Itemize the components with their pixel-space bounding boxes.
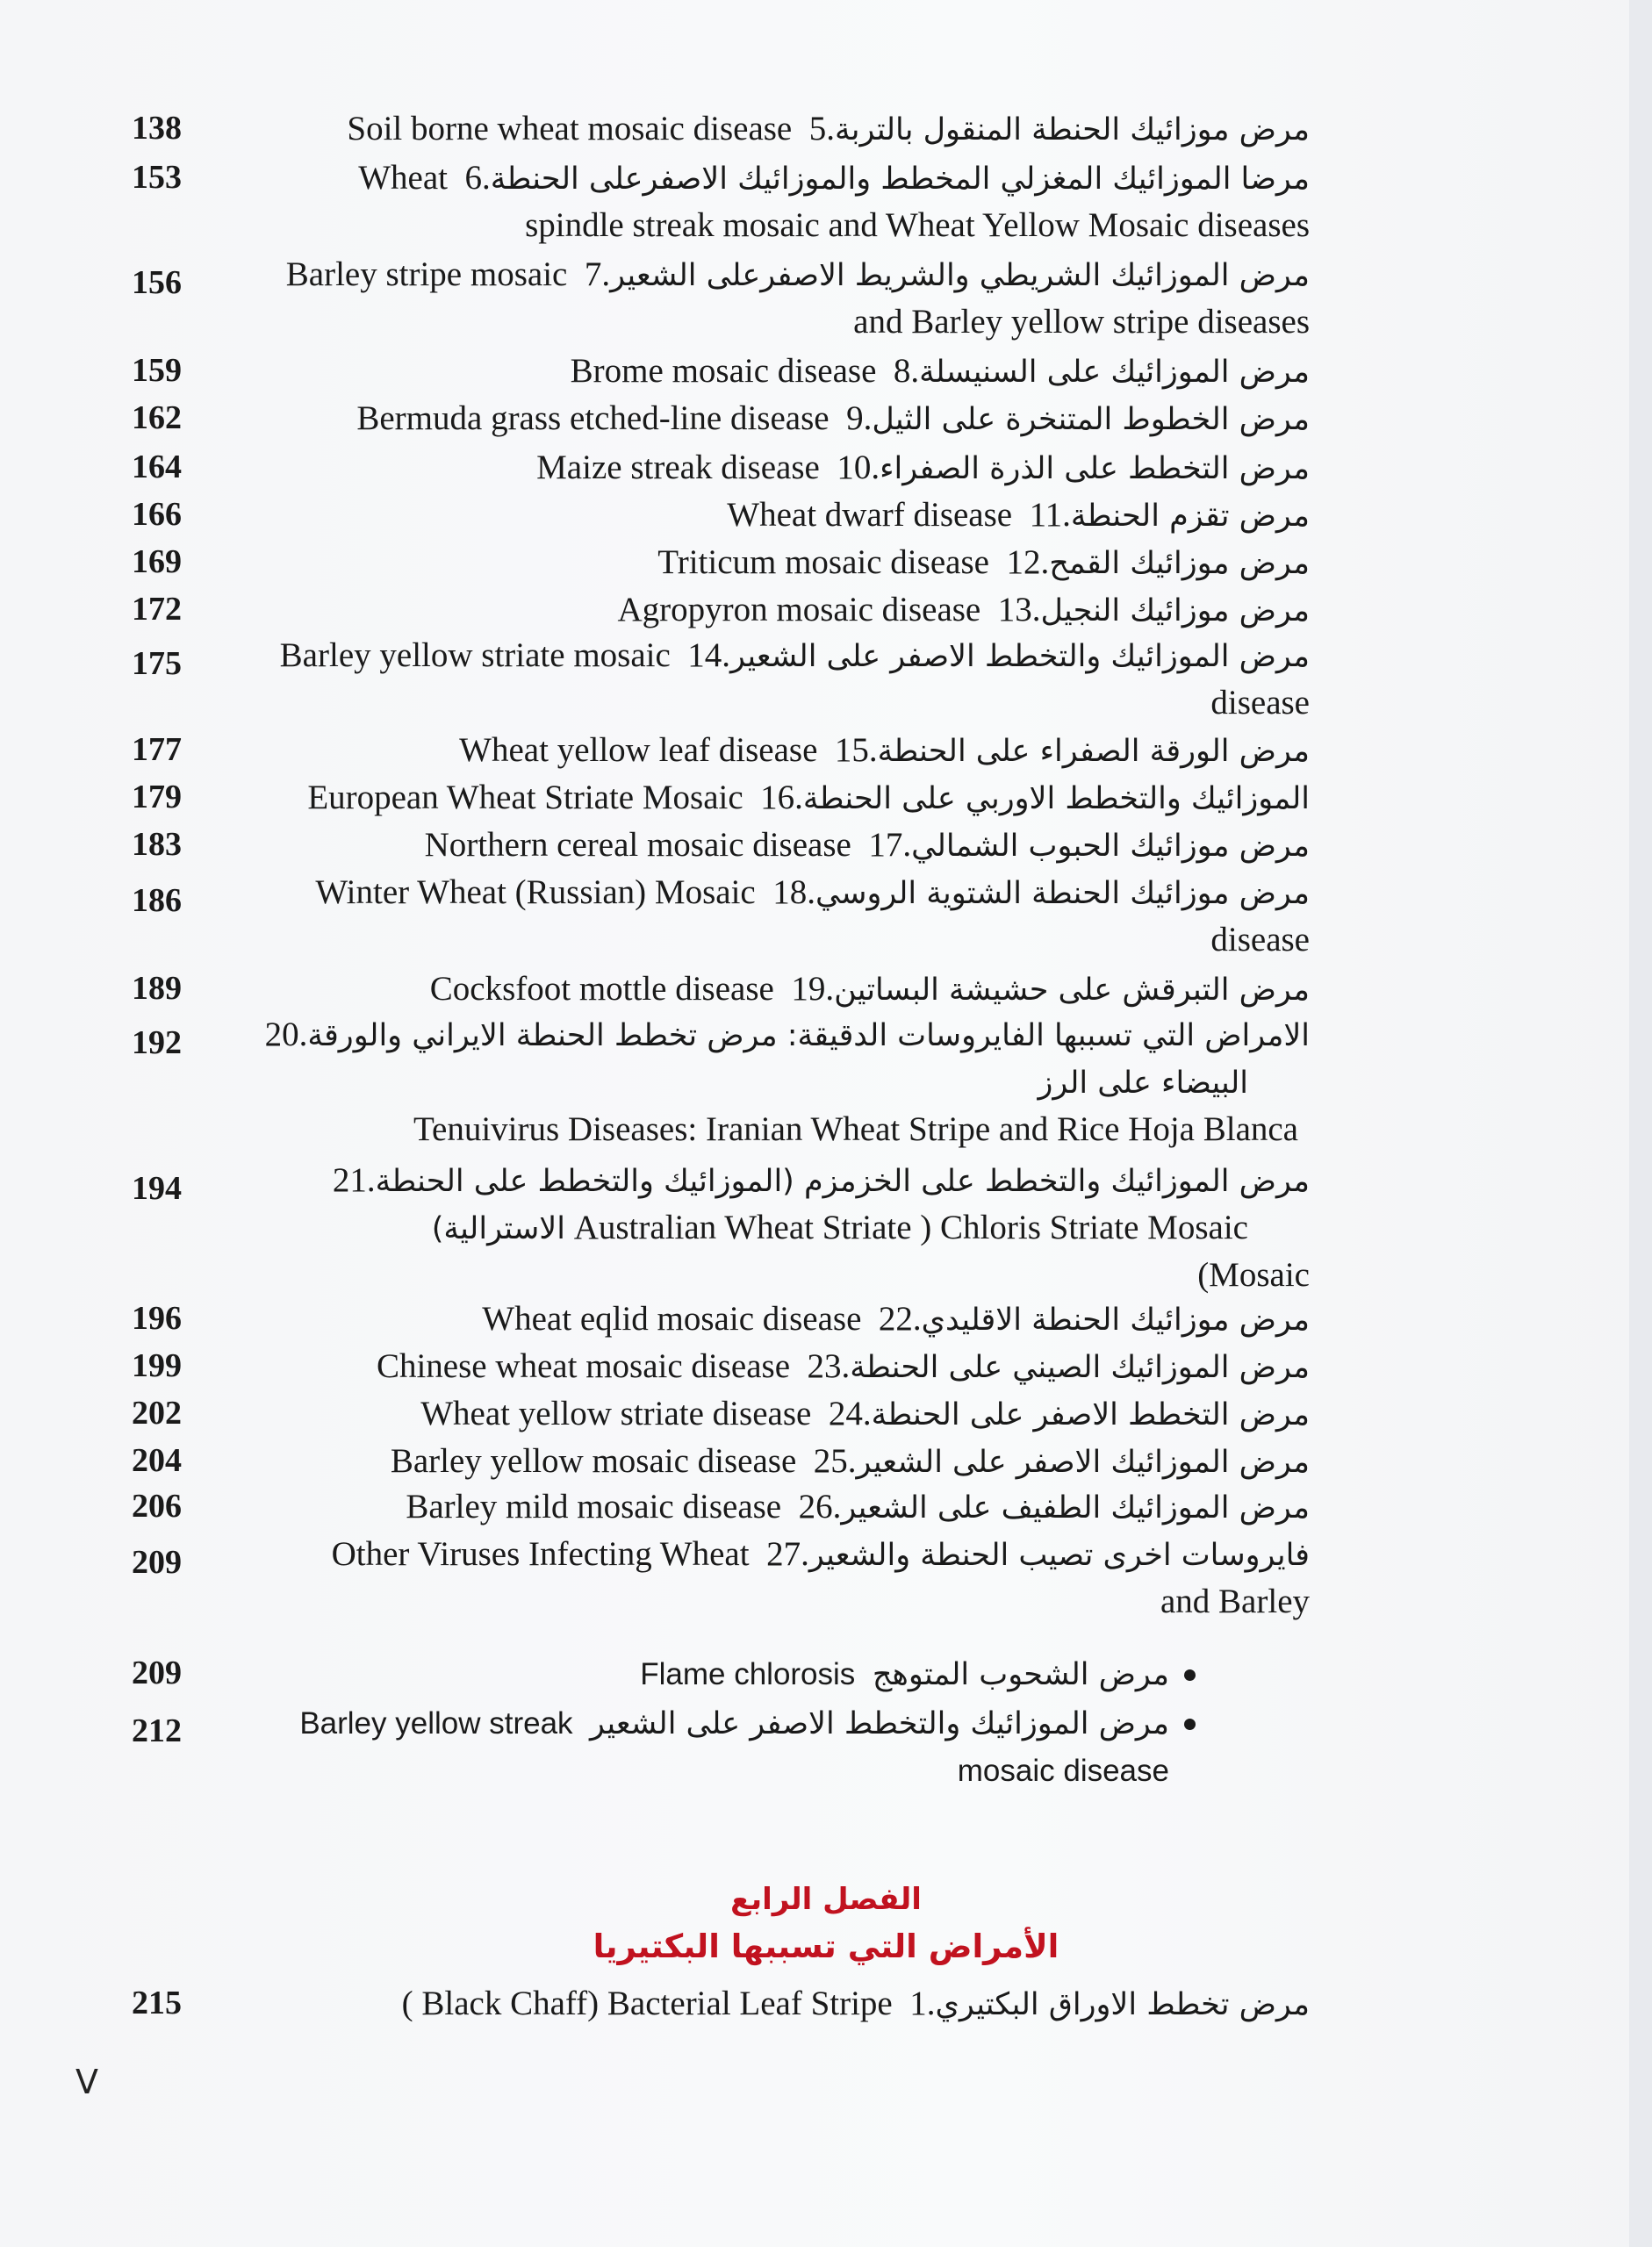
toc-entry-number: 21.: [332, 1161, 376, 1199]
toc-entry-number: 6.: [464, 159, 491, 197]
toc-entry-number: 22.: [878, 1300, 922, 1338]
toc-entry-title: [204, 727, 1310, 775]
toc-entry-english: Wheat: [358, 159, 448, 197]
toc-entry-arabic: مرض الموزائيك الصيني على الحنطة: [850, 1350, 1310, 1385]
toc-entry-arabic: مرض الموزائيك الطفيف على الشعير: [841, 1490, 1310, 1526]
toc-continuation-english: disease: [1210, 684, 1310, 721]
toc-entry-title: [204, 395, 1310, 443]
toc-entry-title: [204, 539, 1310, 587]
toc-entry-english: Winter Wheat (Russian) Mosaic: [315, 873, 756, 911]
toc-entry-title: [204, 251, 1310, 299]
toc-page-number: 199: [132, 1347, 182, 1384]
toc-page-number: 212: [132, 1712, 182, 1749]
toc-page-number: 206: [132, 1488, 182, 1525]
toc-entry-number: 8.: [893, 352, 920, 390]
toc-entry-number: 7.: [584, 255, 611, 293]
toc-entry-title: [204, 774, 1310, 822]
toc-page-number: 177: [132, 731, 182, 768]
toc-page-number: 202: [132, 1395, 182, 1432]
toc-entry-english: Chinese wheat mosaic disease: [376, 1347, 791, 1385]
toc-continuation-arabic: الاسترالية): [431, 1211, 565, 1246]
toc-page-number: 189: [132, 970, 182, 1007]
toc-entry-english: Maize streak disease: [536, 449, 820, 486]
toc-continuation-english: spindle streak mosaic and Wheat Yellow Mosaic diseases: [525, 206, 1310, 244]
toc-page-number: 204: [132, 1442, 182, 1479]
toc-entry-number: 14.: [687, 636, 731, 674]
toc-entry-number: 26.: [798, 1488, 842, 1526]
bullet-dot-icon: [1184, 1669, 1196, 1681]
toc-entry-number: 18.: [772, 873, 815, 911]
toc-entry-number: 12.: [1006, 543, 1050, 581]
toc-entry-arabic: مرض تقزم الحنطة: [1070, 499, 1310, 534]
toc-entry-english: Wheat yellow striate disease: [420, 1395, 812, 1432]
toc-entry-title: [204, 1438, 1310, 1486]
toc-entry-number: 13.: [997, 591, 1041, 628]
toc-page-number: 153: [132, 159, 182, 196]
toc-entry-number: 15.: [834, 731, 878, 769]
toc-continuation-english: Tenuivirus Diseases: Iranian Wheat Stripe and Rice Hoja Blanca: [413, 1110, 1298, 1148]
toc-entry-title: [204, 1980, 1310, 2028]
toc-entry-english: ( Black Chaff) Bacterial Leaf Stripe: [401, 1985, 893, 2022]
toc-entry-english: Triticum mosaic disease: [657, 543, 989, 581]
toc-page-number: 156: [132, 264, 182, 301]
toc-entry-continuation: [204, 916, 1310, 964]
toc-entry-number: 24.: [828, 1395, 872, 1432]
toc-continuation-english: (Mosaic: [1197, 1256, 1310, 1294]
toc-entry-arabic: مرض الخطوط المتنخرة على الثيل: [872, 402, 1310, 437]
toc-page-number: 192: [132, 1024, 182, 1061]
toc-entry-english: Northern cereal mosaic disease: [424, 826, 851, 864]
toc-entry-arabic: مرض التخطط الاصفر على الحنطة: [871, 1397, 1310, 1432]
toc-entry-arabic: مرض الشحوب المتوهج: [872, 1657, 1169, 1692]
toc-entry-number: 5.: [808, 110, 835, 147]
toc-entry-arabic: مرض الموزائيك والتخطط الاصفر على الشعير: [730, 639, 1310, 674]
toc-entry-english: Bermuda grass etched-line disease: [356, 399, 830, 437]
toc-page-number: 194: [132, 1170, 182, 1207]
page-folio: V: [75, 2063, 98, 2101]
toc-entry-arabic: مرض تخطط الاوراق البكتيري: [935, 1987, 1310, 2022]
toc-entry-arabic: مرض التخطط على الذرة الصفراء: [880, 451, 1310, 486]
toc-entry-number: 27.: [766, 1535, 809, 1573]
toc-page-number: 209: [132, 1544, 182, 1581]
toc-entry-english: Barley stripe mosaic: [285, 255, 568, 293]
toc-page-number: 186: [132, 882, 182, 919]
toc-page-number: 166: [132, 496, 182, 533]
chapter-title: الأمراض التي تسببها البكتيريا: [593, 1928, 1059, 1965]
toc-entry-continuation: [142, 1059, 1248, 1107]
toc-entry-number: 1.: [909, 1985, 936, 2022]
toc-entry-title: [204, 105, 1310, 154]
toc-entry-title: [204, 444, 1310, 492]
toc-entry-arabic: مرض موزائيك الحنطة المنقول بالتربة: [835, 112, 1310, 147]
toc-entry-english: Other Viruses Infecting Wheat: [331, 1535, 750, 1573]
toc-entry-title: [204, 966, 1310, 1014]
toc-entry-arabic: مرض موزائيك القمح: [1049, 546, 1310, 581]
toc-continuation-english: Australian Wheat Striate ) Chloris Striate Mosaic: [564, 1209, 1248, 1246]
toc-entry-arabic: مرض موزائيك النجيل: [1040, 593, 1310, 628]
toc-entry-arabic: مرض الموزائيك على السنيسلة: [919, 355, 1310, 390]
toc-entry-arabic: مرض موزائيك الحنطة الشتوية الروسي: [815, 876, 1310, 911]
toc-page-number: 164: [132, 449, 182, 485]
toc-entry-title: [204, 632, 1310, 680]
toc-page-number: 215: [132, 1985, 182, 2021]
toc-entry-continuation: [63, 1747, 1169, 1795]
toc-entry-number: 25.: [813, 1442, 857, 1480]
toc-entry-continuation: [204, 202, 1310, 249]
toc-entry-continuation: [192, 1106, 1298, 1153]
toc-entry-title: [204, 348, 1310, 396]
toc-entry-number: 11.: [1029, 496, 1071, 534]
toc-entry-english: Wheat eqlid mosaic disease: [482, 1300, 862, 1338]
toc-entry-english: Agropyron mosaic disease: [617, 591, 981, 628]
toc-entry-title: [63, 1650, 1169, 1698]
toc-page-number: 179: [132, 779, 182, 815]
toc-entry-english: Barley yellow striate mosaic: [279, 636, 671, 674]
toc-entry-english: Wheat yellow leaf disease: [459, 731, 818, 769]
toc-entry-continuation: [204, 1252, 1310, 1299]
toc-entry-title: [204, 1157, 1310, 1205]
toc-entry-arabic: الامراض التي تسببها الفايروسات الدقيقة: مرض تخطط الحنطة الايراني والورقة: [307, 1018, 1310, 1053]
toc-entry-continuation: [204, 298, 1310, 346]
toc-continuation-english: disease: [1210, 921, 1310, 958]
toc-continuation-english: mosaic disease: [957, 1754, 1169, 1788]
toc-entry-number: 20.: [264, 1016, 308, 1053]
toc-entry-english: Wheat dwarf disease: [727, 496, 1013, 534]
toc-entry-number: 10.: [837, 449, 880, 486]
chapter-label: الفصل الرابع: [730, 1882, 922, 1917]
toc-entry-arabic: مرض الموزائيك والتخطط الاصفر على الشعير: [590, 1706, 1169, 1741]
toc-page-number: 138: [132, 110, 182, 147]
toc-entry-title: [204, 1011, 1310, 1059]
toc-entry-title: [204, 154, 1310, 203]
toc-continuation-arabic: البيضاء على الرز: [1038, 1066, 1248, 1101]
toc-entry-title: [204, 1531, 1310, 1579]
toc-entry-number: 19.: [791, 970, 835, 1008]
toc-entry-arabic: مرضا الموزائيك المغزلي المخطط والموزائيك الاصفرعلى الحنطة: [490, 162, 1310, 197]
toc-entry-title: [204, 1390, 1310, 1439]
toc-page-number: 169: [132, 543, 182, 580]
toc-entry-title: [204, 869, 1310, 917]
toc-page-number: 209: [132, 1655, 182, 1691]
toc-entry-arabic: مرض الموزائيك الاصفر على الشعير: [856, 1445, 1310, 1480]
toc-entry-english: Barley yellow streak: [299, 1706, 573, 1741]
bullet-dot-icon: [1184, 1719, 1196, 1730]
toc-entry-arabic: مرض التبرقش على حشيشة البساتين: [834, 973, 1310, 1008]
toc-entry-english: Barley yellow mosaic disease: [390, 1442, 797, 1480]
toc-page-number: 172: [132, 591, 182, 628]
toc-entry-continuation: [204, 679, 1310, 727]
toc-entry-english: Flame chlorosis: [640, 1657, 856, 1691]
toc-entry-title: [204, 586, 1310, 635]
toc-page-number: 159: [132, 352, 182, 389]
toc-entry-title: [204, 1483, 1310, 1532]
toc-entry-continuation: [204, 1578, 1310, 1626]
toc-entry-arabic: الموزائيك والتخطط الاوربي على الحنطة: [802, 781, 1310, 816]
toc-entry-arabic: مرض الورقة الصفراء على الحنطة: [877, 734, 1310, 769]
toc-entry-arabic: مرض موزائيك الحنطة الاقليدي: [921, 1303, 1310, 1338]
toc-entry-number: 16.: [760, 779, 803, 816]
toc-entry-title: [63, 1699, 1169, 1748]
toc-entry-continuation: [142, 1204, 1248, 1253]
toc-entry-number: 9.: [846, 399, 873, 437]
toc-entry-arabic: مرض الموزائيك الشريطي والشريط الاصفرعلى الشعير: [610, 258, 1310, 293]
toc-entry-number: 17.: [868, 826, 912, 864]
toc-page-number: 162: [132, 399, 182, 436]
toc-entry-english: Brome mosaic disease: [570, 352, 877, 390]
toc-entry-number: 23.: [807, 1347, 851, 1385]
toc-entry-title: [204, 1343, 1310, 1391]
toc-page-number: 175: [132, 645, 182, 682]
toc-entry-arabic: مرض الموزائيك والتخطط على الخزمزم (الموزائيك والتخطط على الحنطة: [375, 1164, 1310, 1199]
toc-entry-english: European Wheat Striate Mosaic: [307, 779, 743, 816]
toc-entry-title: [204, 1296, 1310, 1344]
toc-continuation-english: and Barley yellow stripe diseases: [853, 303, 1310, 341]
toc-page-number: 183: [132, 826, 182, 863]
toc-entry-arabic: فايروسات اخرى تصيب الحنطة والشعير: [808, 1538, 1310, 1573]
toc-entry-english: Barley mild mosaic disease: [406, 1488, 782, 1526]
toc-entry-english: Cocksfoot mottle disease: [429, 970, 774, 1008]
toc-continuation-english: and Barley: [1160, 1583, 1310, 1620]
toc-entry-english: Soil borne wheat mosaic disease: [347, 110, 793, 147]
toc-page-number: 196: [132, 1300, 182, 1337]
toc-entry-arabic: مرض موزائيك الحبوب الشمالي: [911, 829, 1310, 864]
toc-entry-title: [204, 822, 1310, 870]
toc-entry-title: [204, 492, 1310, 540]
